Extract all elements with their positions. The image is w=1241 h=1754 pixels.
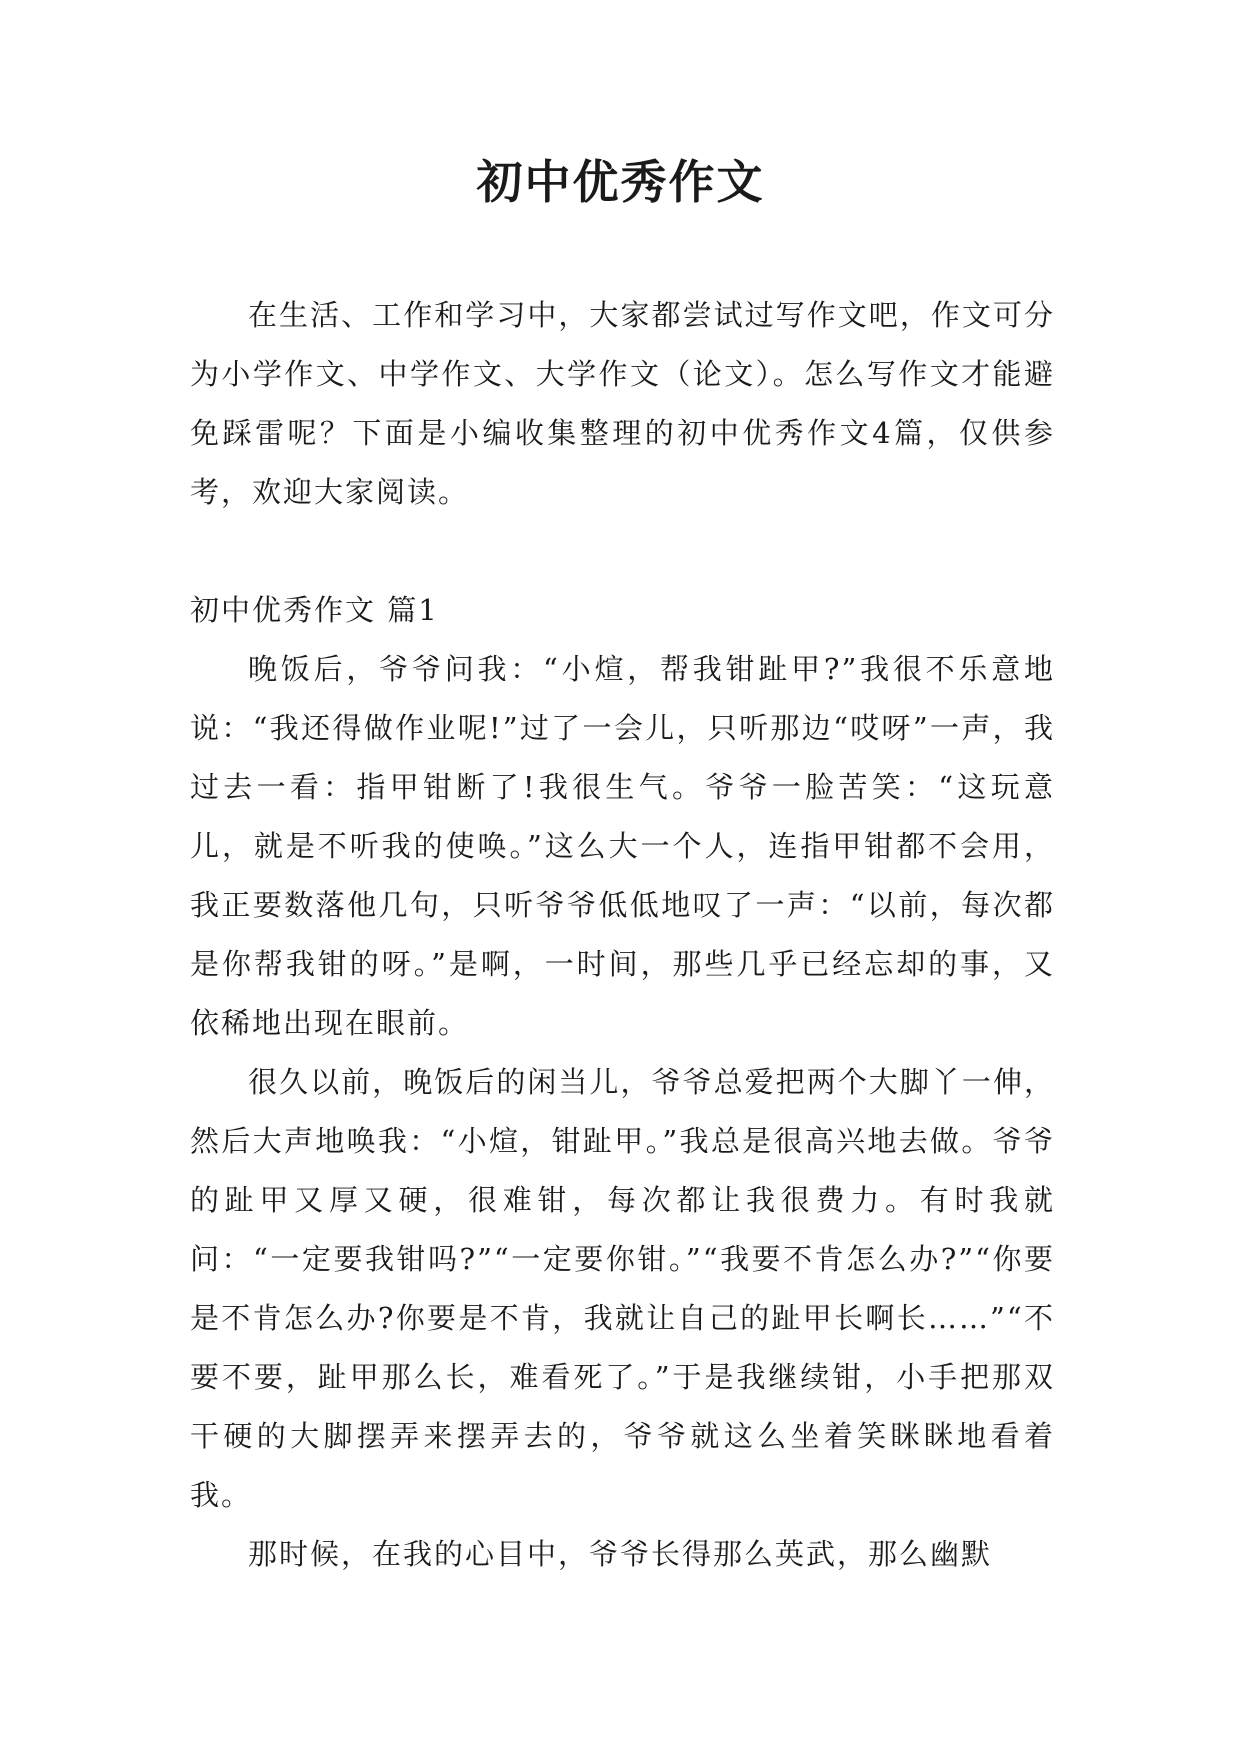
document-body	[190, 286, 1055, 1584]
body-paragraph: 那时候，在我的心目中，爷爷长得那么英武，那么幽默	[248, 1537, 993, 1571]
section-heading: 初中优秀作文 篇1	[190, 593, 439, 627]
intro-paragraph: 在生活、工作和学习中，大家都尝试过写作文吧，作文可分为小学作文、中学作文、大学作文（论文）。怎么写作文才能避免踩雷呢？下面是小编收集整理的初中优秀作文4篇，仅供参考，欢迎大家阅读。	[190, 298, 1055, 509]
document-title: 初中优秀作文	[476, 155, 765, 209]
body-paragraph: 晚饭后，爷爷问我：“小煊，帮我钳趾甲?”我很不乐意地说：“我还得做作业呢!”过了一会儿，只听那边“哎呀”一声，我过去一看：指甲钳断了!我很生气。爷爷一脸苦笑：“这玩意儿，就是不听我的使唤。”这么大一个人，连指甲钳都不会用，我正要数落他几句，只听爷爷低低地叹了一声：“以前，每次都是你帮我钳的呀。”是啊，一时间，那些几乎已经忘却的事，又依稀地出现在眼前。	[190, 652, 1055, 1040]
body-paragraph: 很久以前，晚饭后的闲当儿，爷爷总爱把两个大脚丫一伸，然后大声地唤我：“小煊，钳趾甲。”我总是很高兴地去做。爷爷的趾甲又厚又硬，很难钳，每次都让我很费力。有时我就问：“一定要我钳吗?”“一定要你钳。”“我要不肯怎么办?”“你要是不肯怎么办?你要是不肯，我就让自己的趾甲长啊长……”“不要不要，趾甲那么长，难看死了。”于是我继续钳，小手把那双干硬的大脚摆弄来摆弄去的，爷爷就这么坐着笑眯眯地看着我。	[190, 1065, 1055, 1512]
